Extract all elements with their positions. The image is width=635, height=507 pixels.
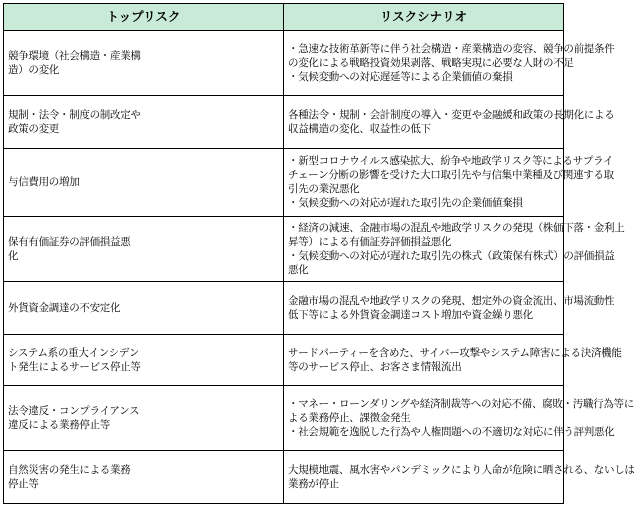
scenario-line: サードパーティーを含めた、サイバー攻撃やシステム障害による決済機能	[288, 346, 622, 359]
risk-line: 自然災害の発生による業務	[8, 464, 131, 477]
scenario-cell	[284, 96, 615, 149]
risk-line: ト発生によるサービス停止等	[8, 360, 141, 373]
risk-cell	[4, 31, 284, 96]
scenario-line: ・急速な技術革新等に伴う社会構造・産業構造の変容、競争の前提条件	[288, 43, 615, 56]
header-top-risk: トップリスク	[4, 4, 284, 31]
scenario-line: 低下等による外貨資金調達コスト増加や資金繰り悪化	[288, 308, 533, 321]
risk-cell	[4, 148, 284, 216]
risk-cell	[4, 451, 284, 504]
scenario-line: ・マネー・ローンダリングや経済制裁等への対応不備、腐敗・汚職行為等に	[288, 398, 634, 411]
scenario-cell	[284, 31, 615, 96]
scenario-cell	[284, 281, 615, 334]
scenario-line: 各種法令・規制・会計制度の導入・変更や金融緩和政策の長期化による	[288, 109, 615, 122]
table-row	[4, 451, 564, 504]
risk-line: 外貨資金調達の不安定化	[8, 301, 121, 314]
risk-line: 停止等	[8, 478, 39, 491]
scenario-cell	[284, 385, 634, 450]
risk-table	[3, 3, 635, 504]
risk-line: 競争環境（社会構造・産業構	[8, 50, 141, 63]
risk-line: 違反による業務停止等	[8, 419, 110, 432]
scenario-cell	[284, 451, 635, 504]
scenario-line: ・経済の減速、金融市場の混乱や地政学リスクの発現（株価下落・金利上	[288, 221, 625, 234]
risk-line: 化	[8, 249, 19, 262]
risk-line: 政策の変更	[8, 123, 59, 136]
risk-cell	[4, 216, 284, 281]
scenario-line: ・気候変動への対応が遅れた取引先の企業価値棄損	[288, 197, 523, 210]
scenario-cell	[284, 334, 622, 385]
table-row	[4, 148, 564, 216]
table-header-row	[4, 4, 564, 31]
scenario-line: 収益構造の変化、収益性の低下	[288, 123, 431, 136]
risk-line: システム系の重大インシデン	[8, 346, 140, 359]
scenario-line: チェーン分断の影響を受けた大口取引先や与信集中業種及び関連する取	[288, 169, 614, 182]
scenario-line: よる業務停止、課徴金発生	[288, 412, 411, 425]
scenario-line: 引先の業況悪化	[288, 183, 360, 196]
risk-line: 与信費用の増加	[8, 176, 80, 189]
risk-line: 造）の変化	[8, 64, 59, 77]
risk-cell	[4, 385, 284, 450]
scenario-line: 大規模地震、風水害やパンデミックにより人命が危険に晒される、ないしは	[288, 464, 635, 477]
scenario-line: 昇等）による有価証券評価損益悪化	[288, 235, 452, 248]
risk-cell	[4, 96, 284, 149]
scenario-line: 等のサービス停止、お客さま情報流出	[288, 360, 462, 373]
table-row	[4, 281, 564, 334]
risk-cell	[4, 281, 284, 334]
scenario-line: 悪化	[288, 263, 309, 276]
table-row	[4, 96, 564, 149]
table-row	[4, 385, 564, 450]
table-row	[4, 334, 564, 385]
table-row	[4, 216, 564, 281]
risk-line: 保有有価証券の評価損益悪	[8, 235, 131, 248]
header-risk-scenario: リスクシナリオ	[284, 4, 564, 31]
scenario-line: の変化による戦略投資効果剥落、戦略実現に必要な人財の不足	[288, 57, 574, 70]
risk-line: 法令違反・コンプライアンス	[8, 405, 140, 418]
scenario-cell	[284, 216, 625, 281]
scenario-line: ・気候変動への対応遅延等による企業価値の棄損	[288, 71, 513, 84]
scenario-line: ・気候変動への対応が遅れた取引先の株式（政策保有株式）の評価損益	[288, 249, 615, 262]
table-row	[4, 31, 564, 96]
scenario-line: 業務が停止	[288, 478, 339, 491]
risk-cell	[4, 334, 284, 385]
scenario-line: ・新型コロナウイルス感染拡大、紛争や地政学リスク等によるサプライ	[288, 155, 614, 168]
scenario-cell	[284, 148, 614, 216]
scenario-line: ・社会規範を逸脱した行為や人権問題への不適切な対応に伴う評判悪化	[288, 426, 615, 439]
risk-line: 規制・法令・制度の制改定や	[8, 109, 141, 122]
scenario-line: 金融市場の混乱や地政学リスクの発現、想定外の資金流出、市場流動性	[288, 294, 615, 307]
